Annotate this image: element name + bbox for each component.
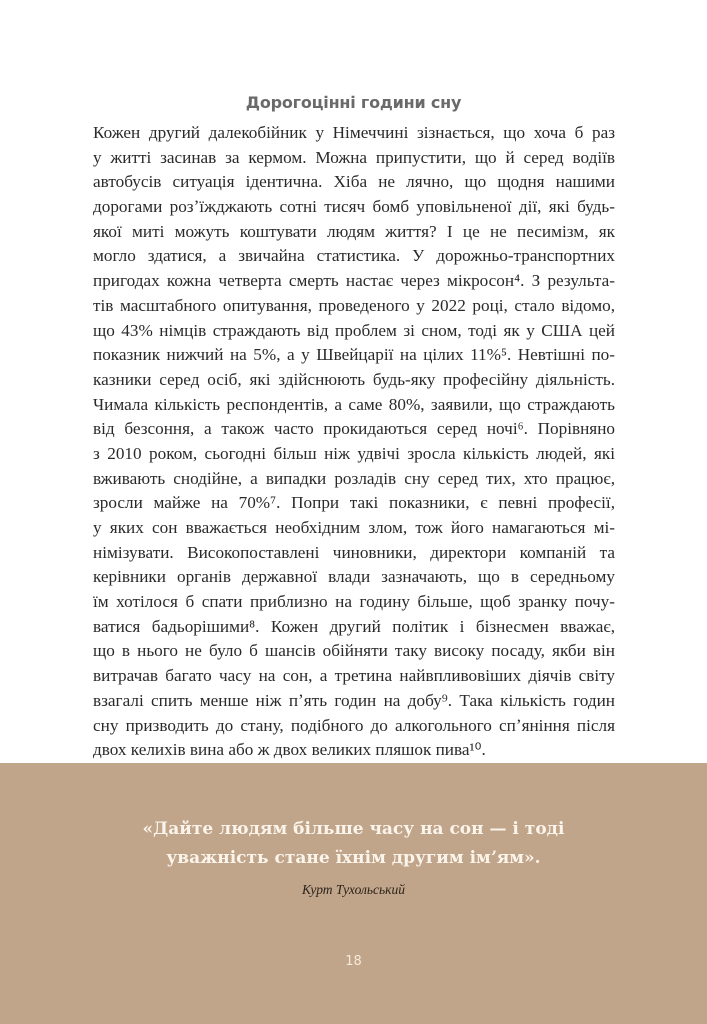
text-line: показник нижчий на 5%, а у Швейцарії на цілих 11%⁵. Невтішні по-	[93, 345, 615, 365]
text-line: у яких сон вважається необхідним злом, тож його намагаються мі-	[93, 518, 615, 537]
text-line: що в нього не було б шансів обійняти таку високу посаду, якби він	[93, 641, 615, 661]
text-line: пригодах кожна четверта смерть настає через мікросон⁴. З результа-	[93, 271, 615, 291]
text-line: Кожен другий далекобійник у Німеччині зізнається, що хоча б раз	[93, 123, 615, 142]
body-paragraph	[93, 121, 615, 763]
text-line: вживають снодійне, а випадки розладів сну серед тих, хто працює,	[93, 468, 615, 488]
text-line: казники серед осіб, які здійснюють будь-яку професійну діяльність.	[93, 369, 615, 389]
text-line: Чимала кількість респондентів, а саме 80%, заявили, що страждають	[93, 394, 615, 414]
pull-quote-line: «Дайте людям більше часу на сон — і тоді	[142, 819, 565, 839]
pull-quote	[0, 815, 707, 873]
text-line: що 43% німців страждають від проблем зі сном, тоді як у США цей	[93, 320, 615, 340]
text-line: двох келихів вина або ж двох великих пляшок пива¹⁰.	[93, 740, 486, 760]
pull-quote-line: уважність стане їхнім другим імʼям».	[166, 848, 541, 868]
text-line: зросли майже на 70%⁷. Попри такі показники, є певні професії,	[93, 493, 615, 513]
text-line: від безсоння, а також часто прокидаються серед ночі⁶. Порівняно	[93, 419, 615, 439]
text-line: у житті засинав за кермом. Можна припустити, що й серед водіїв	[93, 147, 615, 167]
text-line: витрачав багато часу на сон, а третина найвпливовіших діячів світу	[93, 666, 615, 686]
section-heading: Дорогоцінні години сну	[245, 93, 462, 112]
quote-author: Курт Тухольський	[302, 882, 405, 897]
text-line: з 2010 роком, сьогодні більш ніж удвічі зросла кількість людей, які	[93, 443, 615, 463]
text-line: дорогами розʼїжджають сотні тисяч бомб уповільненої дії, які будь-	[93, 197, 615, 217]
text-line: їм хотілося б спати приблизно на годину більше, щоб зранку почу-	[93, 592, 615, 612]
text-line: керівники органів державної влади зазначають, що в середньому	[93, 567, 615, 587]
text-line: німізувати. Високопоставлені чиновники, директори компаній та	[93, 542, 615, 562]
text-line: ватися бадьорішими⁸. Кожен другий політик і бізнесмен вважає,	[93, 616, 615, 636]
text-line: автобусів ситуація ідентична. Хіба не лячно, що щодня нашими	[93, 172, 615, 192]
text-line: тів масштабного опитування, проведеного у 2022 році, стало відомо,	[93, 295, 615, 315]
text-line: сну призводить до стану, подібного до алкогольного спʼяніння після	[93, 715, 615, 735]
text-line: могло здатися, а звичайна статистика. У дорожньо-транспортних	[93, 246, 615, 266]
page-number: 18	[345, 954, 362, 969]
text-line: якої миті можуть коштувати людям життя? І це не песимізм, як	[93, 221, 615, 241]
text-line: взагалі спить менше ніж пʼять годин на добу⁹. Така кількість годин	[93, 690, 615, 710]
